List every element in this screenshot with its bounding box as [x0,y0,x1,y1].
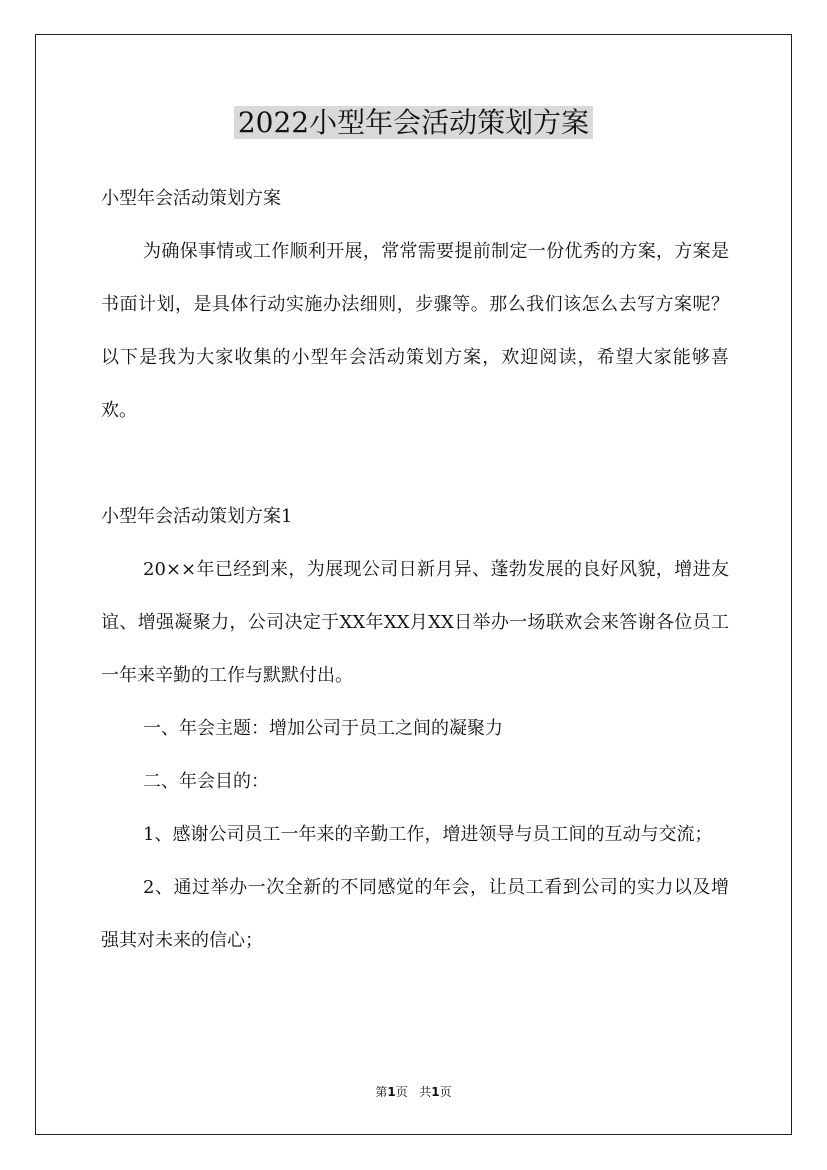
section-heading-plan-1: 小型年会活动策划方案1 [101,506,293,527]
purpose-heading: 二、年会目的： [143,771,269,792]
section-heading-intro: 小型年会活动策划方案 [101,188,281,209]
total-suffix: 页 [439,1085,452,1099]
purpose-item-1: 1、感谢公司员工一年来的辛勤工作，增进领导与员工间的互动与交流； [143,824,713,845]
page-total-number: 1 [431,1085,440,1099]
page-footer [0,1084,827,1100]
theme-item: 一、年会主题：增加公司于员工之间的凝聚力 [143,718,503,739]
total-prefix: 共 [419,1085,432,1099]
intro-paragraph: 为确保事情或工作顺利开展，常常需要提前制定一份优秀的方案，方案是书面计划，是具体行动实施办法细则，步骤等。那么我们该怎么去写方案呢？以下是我为大家收集的小型年会活动策划方案，欢迎阅读，希望大家能够喜欢。 [101,241,729,421]
purpose-item-2: 2、通过举办一次全新的不同感觉的年会，让员工看到公司的实力以及增强其对未来的信心； [101,877,729,951]
page-prefix: 第 [375,1085,388,1099]
document-body [101,172,729,967]
document-title-text: 2022小型年会活动策划方案 [234,106,593,139]
page-suffix: 页 [395,1085,408,1099]
document-title [0,102,827,144]
page-current-number: 1 [387,1085,396,1099]
plan-1-paragraph: 20××年已经到来，为展现公司日新月异、蓬勃发展的良好风貌，增进友谊、增强凝聚力，公司决定于XX年XX月XX日举办一场联欢会来答谢各位员工一年来辛勤的工作与默默付出。 [101,559,729,686]
